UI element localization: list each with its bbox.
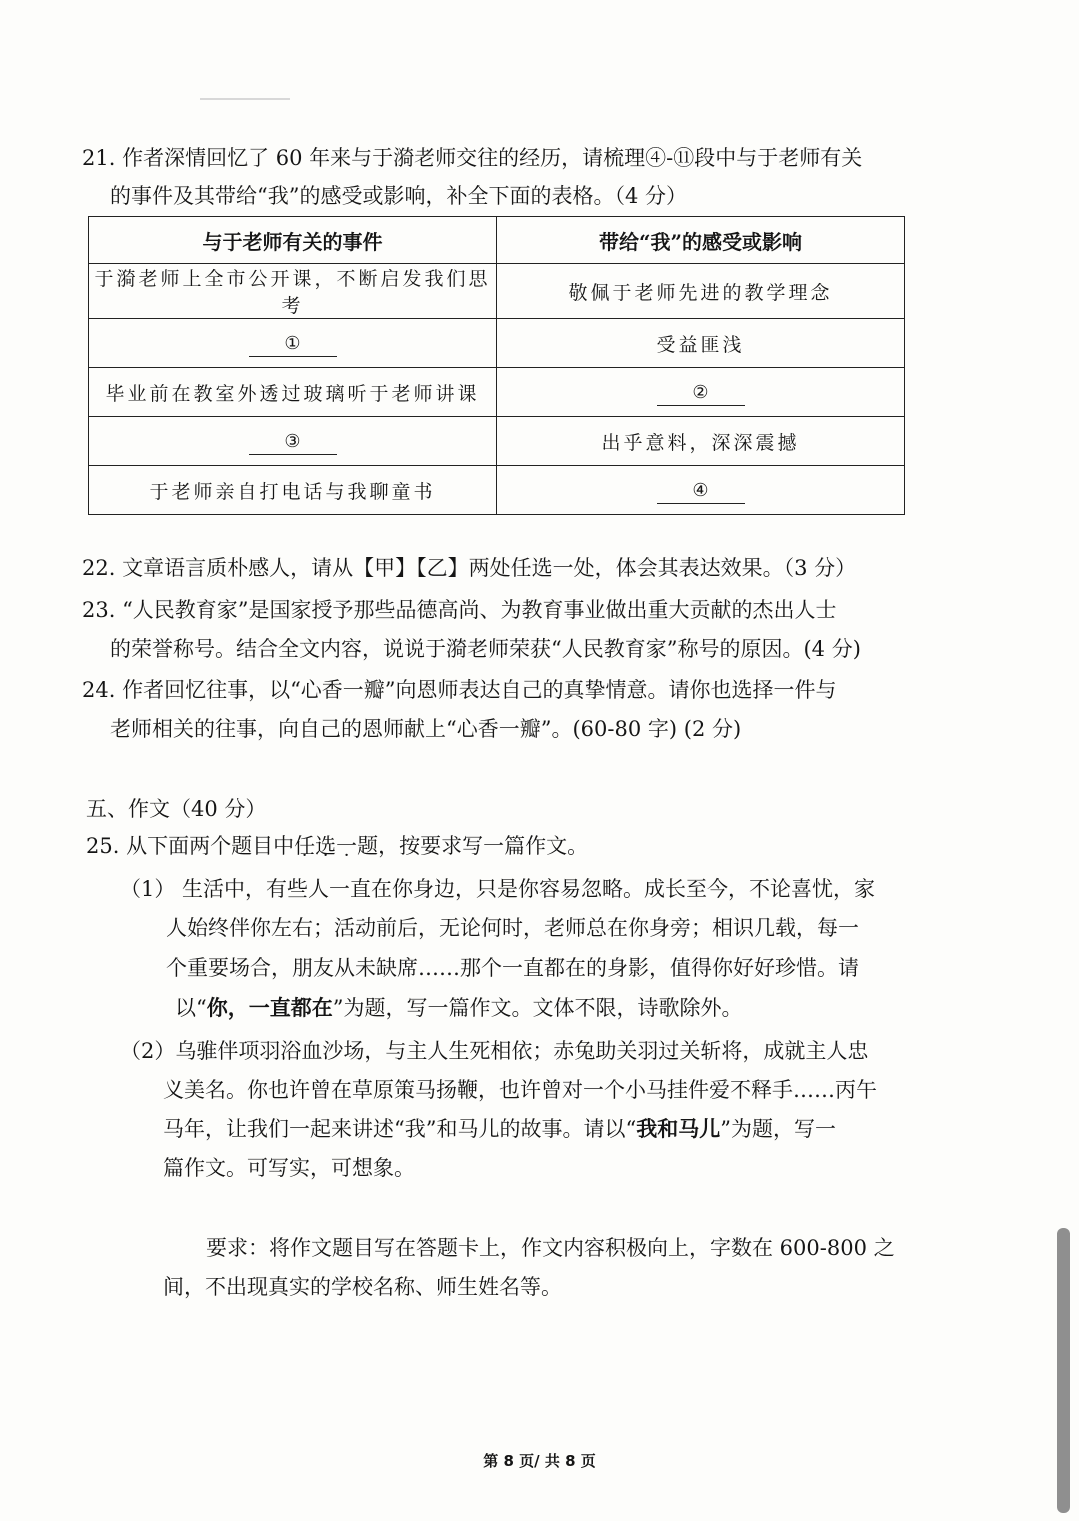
event-cell: 毕业前在教室外透过玻璃听于老师讲课: [89, 368, 497, 417]
top-rule: [200, 98, 290, 100]
effect-cell: 敬佩于老师先进的教学理念: [497, 264, 905, 319]
prompt2-line3-post: ”为题，写一: [720, 1117, 836, 1141]
q22: 22. 文章语言质朴感人，请从【甲】【乙】两处任选一处，体会其表达效果。（3 分）: [82, 556, 857, 580]
section-heading: 五、作文（40 分）: [86, 797, 267, 821]
effect-cell: 出乎意料，深深震撼: [497, 417, 905, 466]
q24-line2: 老师相关的往事，向自己的恩师献上“心香一瓣”。(60-80 字) (2 分): [110, 717, 742, 741]
scrollbar-thumb[interactable]: [1057, 1228, 1070, 1513]
event-cell: 于漪老师上全市公开课，不断启发我们思考: [89, 264, 497, 319]
q25-after: 题，按要求写一篇作文。: [357, 834, 589, 858]
prompt1-line1: （1） 生活中，有些人一直在你身边，只是你容易忽略。成长至今，不论喜忧，家: [120, 877, 876, 901]
requirement-line1: 要求：将作文题目写在答题卡上，作文内容积极向上，字数在 600-800 之: [206, 1236, 895, 1260]
header-event: 与于老师有关的事件: [89, 217, 497, 264]
prompt1-line4-pre: 以“: [175, 996, 207, 1020]
emphasis-char: 任: [294, 834, 316, 858]
answer-blank-3: ③: [249, 430, 337, 455]
requirement-line2: 间，不出现真实的学校名称、师生姓名等。: [163, 1275, 562, 1299]
emphasis-char: 选: [315, 834, 337, 858]
prompt1-line3: 个重要场合，朋友从未缺席……那个一直都在的身影，值得你好好珍惜。请: [166, 956, 859, 980]
q25-before: 25. 从下面两个题目中: [86, 834, 295, 858]
table-row: [89, 466, 905, 515]
table-header-row: [89, 217, 905, 264]
prompt2-line4: 篇作文。可写实，可想象。: [163, 1156, 415, 1180]
answer-blank-2: ②: [657, 381, 745, 406]
prompt2-line1: （2）乌骓伴项羽浴血沙场，与主人生死相依；赤兔助关羽过关斩将，成就主人忠: [120, 1039, 869, 1063]
q23-line1: 23. “人民教育家”是国家授予那些品德高尚、为教育事业做出重大贡献的杰出人士: [82, 598, 837, 622]
q21-line2: 的事件及其带给“我”的感受或影响，补全下面的表格。（4 分）: [110, 184, 688, 208]
prompt2-line3-pre: 马年，让我们一起来讲述“我”和马儿的故事。请以“: [163, 1117, 637, 1141]
q24-line1: 24. 作者回忆往事，以“心香一瓣”向恩师表达自己的真挚情意。请你也选择一件与: [82, 678, 837, 702]
header-effect: 带给“我”的感受或影响: [497, 217, 905, 264]
prompt1-line4: [175, 993, 742, 1023]
table-row: [89, 368, 905, 417]
effect-cell: [497, 466, 905, 515]
prompt1-line4-post: ”为题，写一篇作文。文体不限，诗歌除外。: [332, 996, 743, 1020]
effect-cell: 受益匪浅: [497, 319, 905, 368]
q25: [86, 831, 588, 861]
emphasis-char: 一: [336, 834, 358, 858]
q21-line1: 21. 作者深情回忆了 60 年来与于漪老师交往的经历，请梳理④-⑪段中与于老师有关: [82, 146, 863, 170]
essay-title-1: 你，一直都在: [206, 995, 333, 1020]
table-row: [89, 417, 905, 466]
page-footer: 第 8 页/ 共 8 页: [483, 1452, 596, 1470]
table-row: [89, 264, 905, 319]
event-cell: [89, 417, 497, 466]
event-cell: [89, 319, 497, 368]
table-row: [89, 319, 905, 368]
essay-title-2: 我和马儿: [636, 1116, 721, 1141]
prompt2-line3: [163, 1114, 836, 1144]
event-cell: 于老师亲自打电话与我聊童书: [89, 466, 497, 515]
prompt1-line2: 人始终伴你左右；活动前后，无论何时，老师总在你身旁；相识几载，每一: [166, 916, 859, 940]
prompt2-line2: 义美名。你也许曾在草原策马扬鞭，也许曾对一个小马挂件爱不释手……丙午: [163, 1078, 877, 1102]
effect-cell: [497, 368, 905, 417]
q23-line2: 的荣誉称号。结合全文内容，说说于漪老师荣获“人民教育家”称号的原因。(4 分): [110, 637, 861, 661]
summary-table: [88, 216, 905, 515]
answer-blank-1: ①: [249, 332, 337, 357]
answer-blank-4: ④: [657, 479, 745, 504]
